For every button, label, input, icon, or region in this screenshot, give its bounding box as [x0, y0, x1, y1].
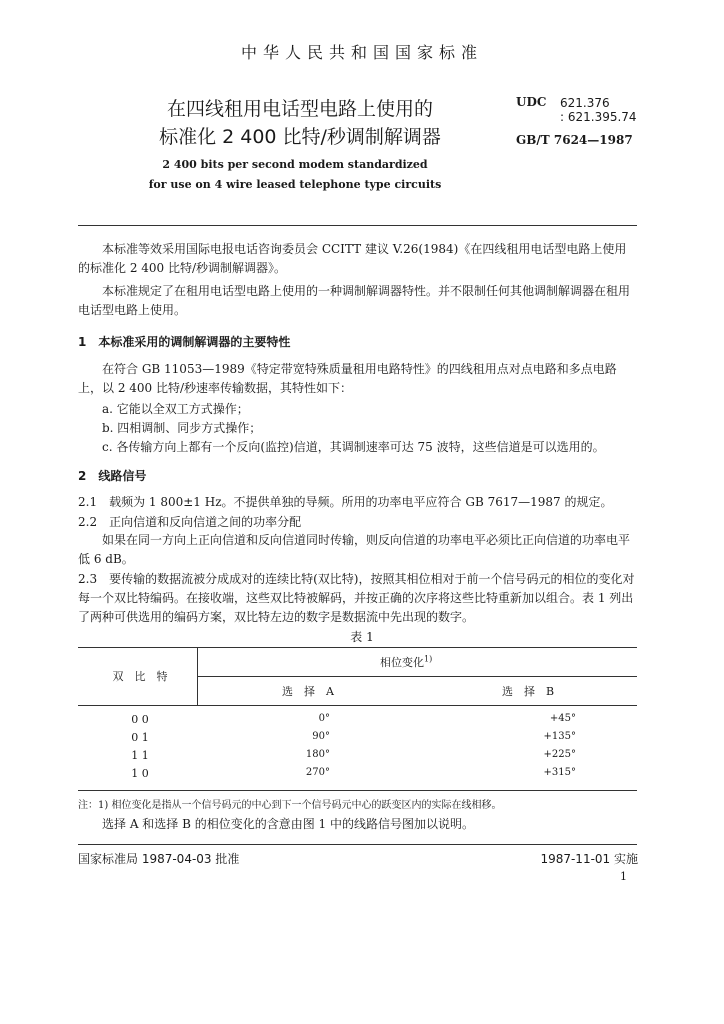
section-1-body: 在符合 GB 11053—1989《特定带宽特殊质量租用电路特性》的四线租用点对点电路和多点电路上，以 2 400 比特/秒速率传输数据，其特性如下： [78, 362, 617, 395]
title-line-2: 标准化 2 400 比特/秒调制解调器 [159, 126, 441, 148]
approval-date: 国家标准局 1987-04-03 批准 [78, 852, 240, 866]
section-2-2-body: 如果在同一方向上正向信道和反向信道同时传输，则反向信道的功率电平必须比正向信道的功率电平低 6 dB。 [78, 533, 631, 566]
table-row-a: 90° [312, 731, 330, 742]
phase-footnote-ref: 1) [424, 654, 433, 664]
section-2-3: 2.3 要传输的数据流被分成成对的连续比特(双比特)，按照其相位相对于前一个信号码元的相位的变化对每一个双比特编码。在接收端，这些双比特被解码，并按正确的次序将这些比特重新加以组合。表 1 列出了两种可供选用的编码方案，双比特左边的数字是数据流中先出现的数字。 [78, 572, 635, 624]
table-row-a: 270° [305, 767, 330, 778]
table-row-b: +45° [549, 713, 576, 724]
table-top-rule [78, 647, 637, 648]
udc-code-2: : 621.395.74 [560, 110, 637, 124]
table-row-bits: 1 1 [131, 749, 149, 762]
title-line-1: 在四线租用电话型电路上使用的 [166, 98, 433, 120]
section-1-heading: 1 本标准采用的调制解调器的主要特性 [78, 335, 291, 349]
list-item: a. 它能以全双工方式操作； [102, 402, 249, 416]
table-row-a: 0° [318, 713, 330, 724]
intro-paragraph-2: 本标准规定了在租用电话型电路上使用的一种调制解调器特性。并不限制任何其他调制解调器在租用电话型电路上使用。 [78, 284, 631, 317]
table-header-dibit: 双 比 特 [112, 670, 168, 683]
table-row-b: +225° [543, 749, 576, 760]
table-header-option-a: 选 择 A [282, 685, 334, 698]
intro-paragraph-1: 本标准等效采用国际电报电话咨询委员会 CCITT 建议 V.26(1984)《在四线租用电话型电路上使用的标准化 2 400 比特/秒调制解调器》。 [78, 242, 627, 275]
table-header-bottom-rule [78, 705, 637, 706]
table-row-b: +315° [543, 767, 576, 778]
section-2-heading: 2 线路信号 [78, 469, 147, 483]
udc-label: UDC [516, 95, 547, 109]
table-caption: 表 1 [350, 630, 374, 644]
table-row-bits: 1 0 [131, 767, 149, 780]
table-row-bits: 0 1 [131, 731, 149, 744]
udc-code-1: 621.376 [560, 96, 610, 110]
list-item: b. 四相调制、同步方式操作； [102, 421, 262, 435]
english-title-1: 2 400 bits per second modem standardized [162, 158, 428, 171]
phase-label: 相位变化 [380, 656, 424, 669]
section-2-1: 2.1 载频为 1 800±1 Hz。不提供单独的导频。所用的功率电平应符合 GB 7617—1987 的规定。 [78, 495, 613, 509]
table-footnote: 注：1) 相位变化是指从一个信号码元的中心到下一个信号码元中心的跃变区内的实际在线相移。 [78, 800, 502, 811]
list-item: c. 各传输方向上都有一个反向(监控)信道，其调制速率可达 75 波特，这些信道是可以选用的。 [102, 440, 605, 454]
english-title-2: for use on 4 wire leased telephone type circuits [148, 178, 442, 191]
table-bottom-rule [78, 790, 637, 791]
section-2-2-heading: 2.2 正向信道和反向信道之间的功率分配 [78, 515, 302, 529]
table-row-bits: 0 0 [131, 713, 149, 726]
footer-divider [78, 844, 637, 845]
effective-date: 1987-11-01 实施 [540, 852, 638, 866]
national-standard-header: 中华人民共和国国家标准 [240, 43, 483, 62]
header-divider [78, 225, 637, 226]
table-row-b: +135° [543, 731, 576, 742]
table-explanation: 选择 A 和选择 B 的相位变化的含意由图 1 中的线路信号图加以说明。 [102, 817, 475, 831]
page-number: 1 [620, 870, 627, 883]
table-header-option-b: 选 择 B [502, 685, 555, 698]
table-row-a: 180° [305, 749, 330, 760]
gb-standard-code: GB/T 7624—1987 [516, 133, 633, 147]
table-header-phase [380, 654, 432, 670]
table-subheader-rule [197, 676, 637, 677]
